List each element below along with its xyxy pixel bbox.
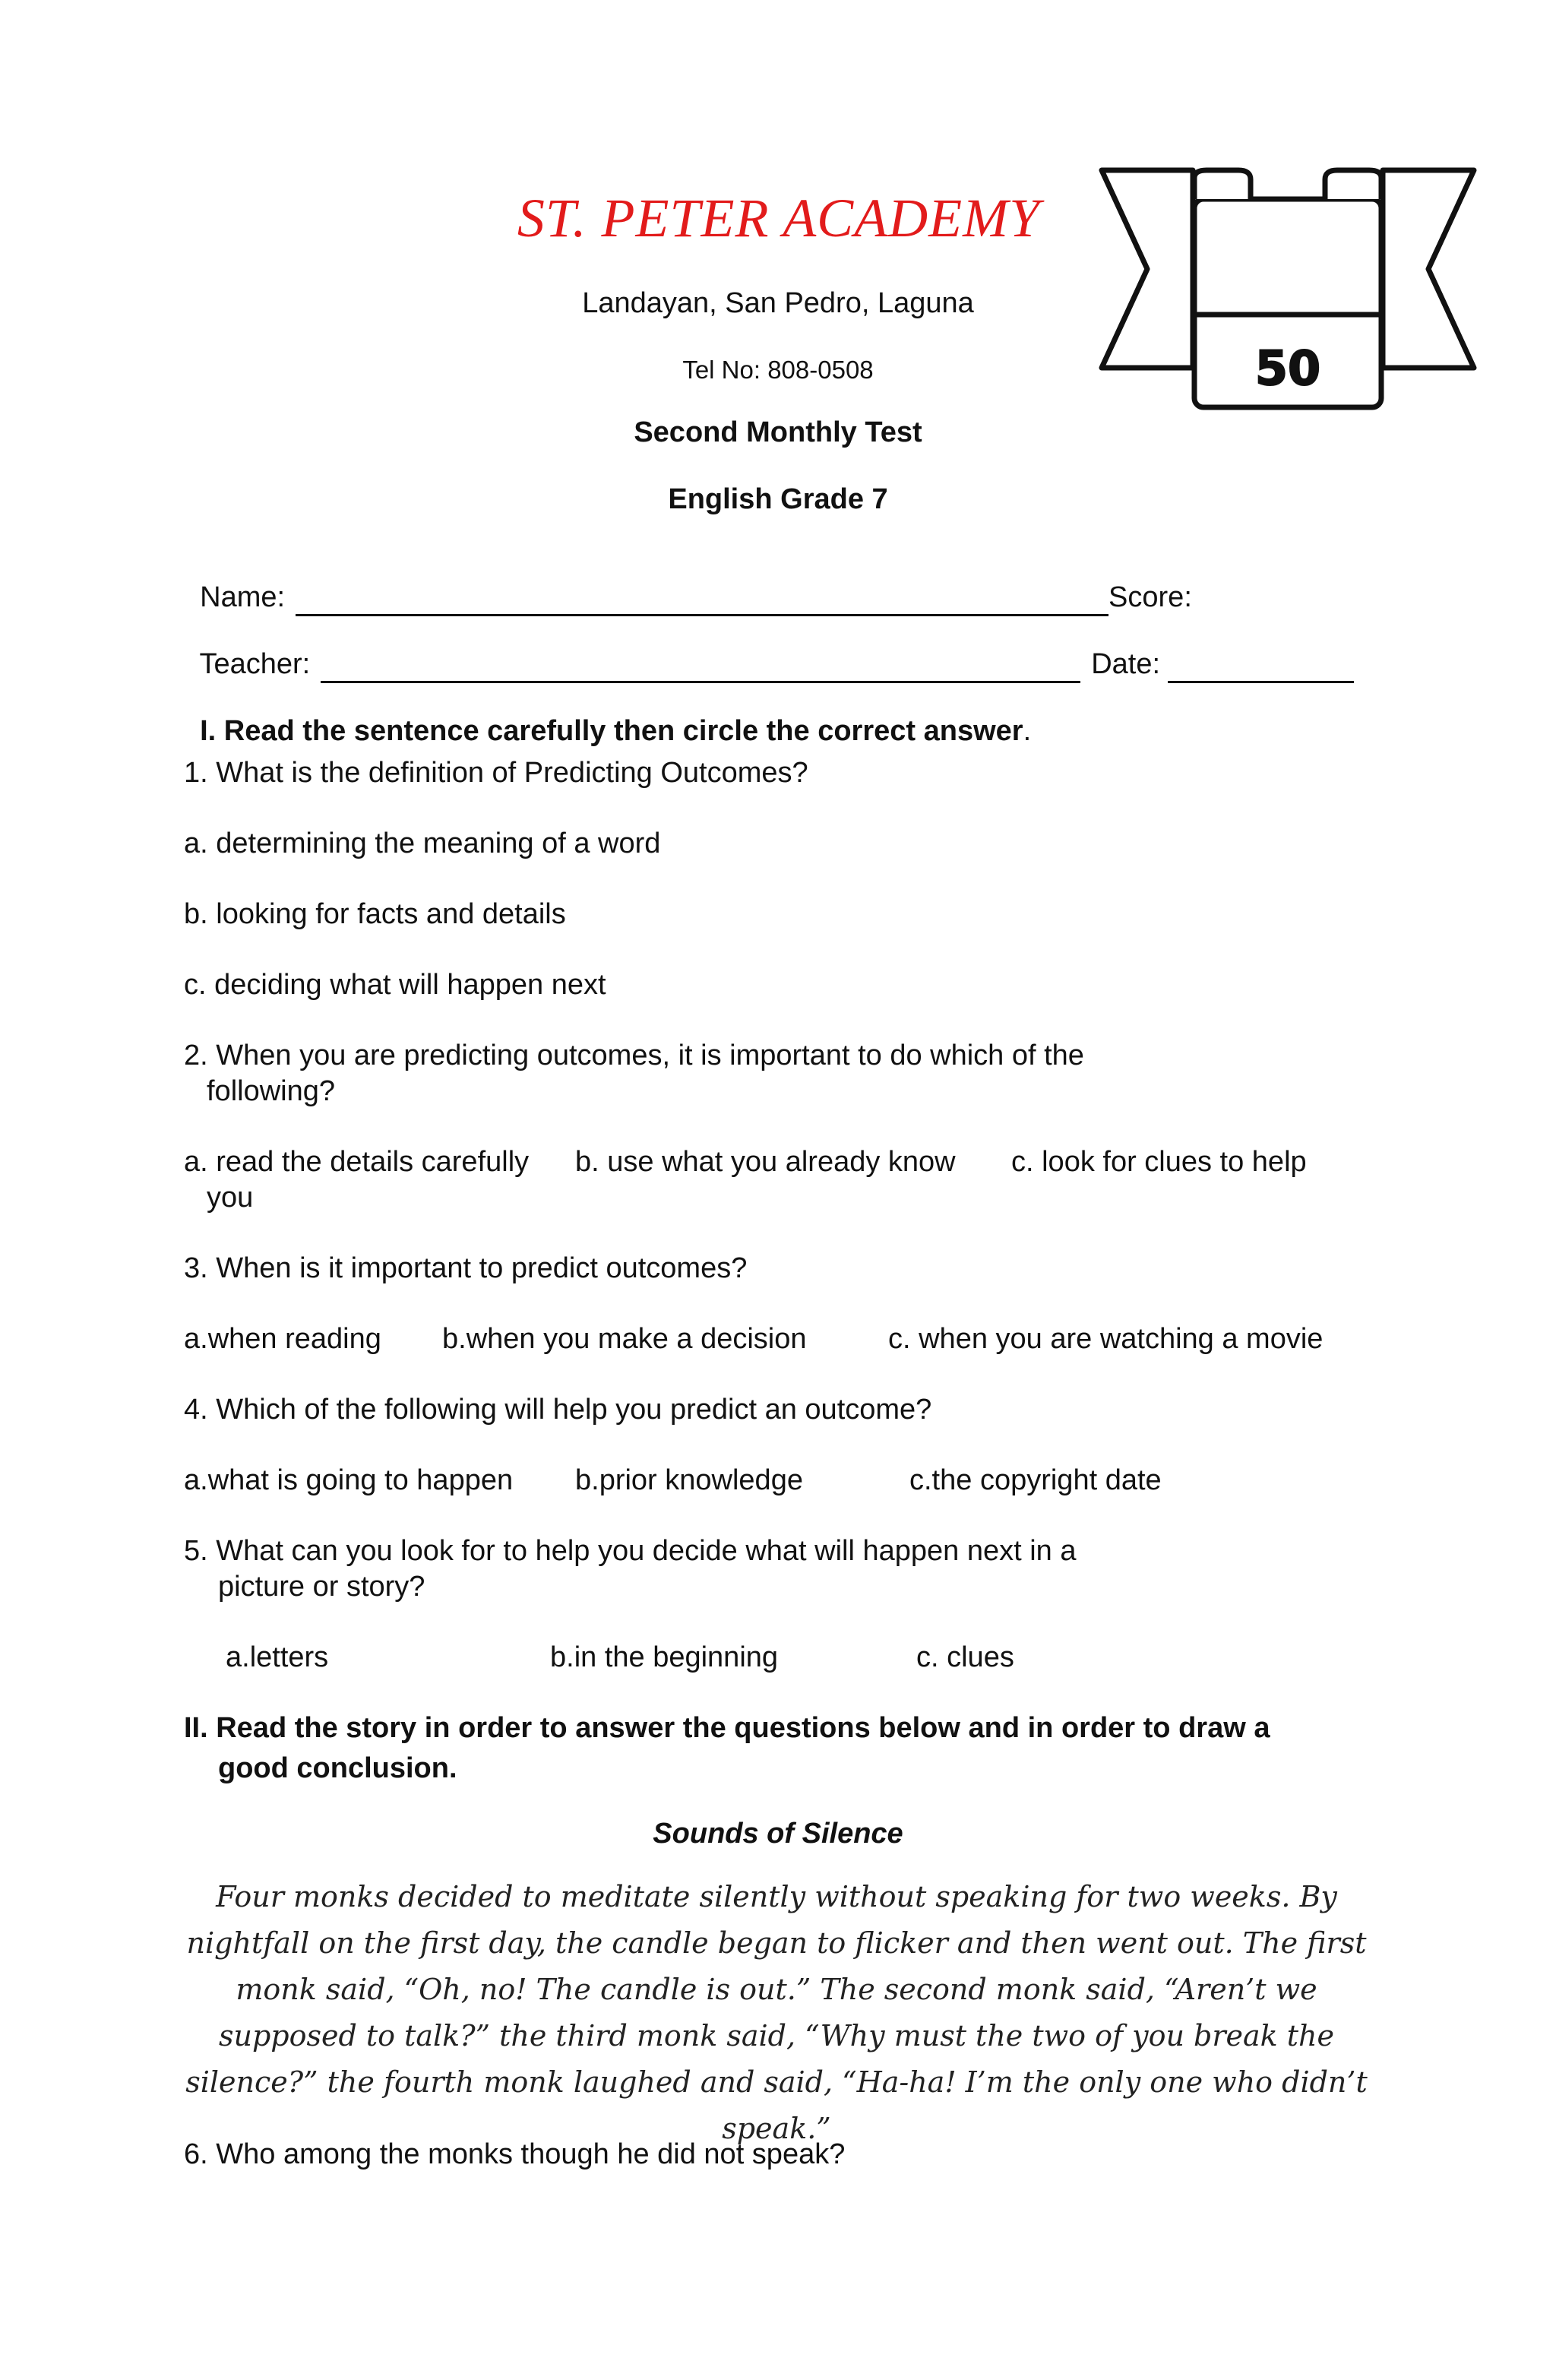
school-telephone: Tel No: 808-0508	[682, 356, 874, 384]
date-label: Date:	[1091, 648, 1161, 680]
test-title: Second Monthly Test	[634, 416, 922, 448]
question-3: 3. When is it important to predict outcomes?	[184, 1252, 748, 1284]
score-total: 50	[1254, 340, 1321, 396]
q1-option-a[interactable]: a. determining the meaning of a word	[184, 828, 661, 859]
q4-option-b[interactable]: b.prior knowledge	[575, 1464, 803, 1496]
q5-option-c[interactable]: c. clues	[916, 1641, 1014, 1673]
q2-option-b[interactable]: b. use what you already know	[575, 1146, 956, 1178]
part2-instruction-cont: good conclusion.	[218, 1752, 457, 1784]
banner-right-tail	[1383, 170, 1474, 368]
teacher-label: Teacher:	[199, 648, 311, 680]
name-label: Name:	[200, 581, 286, 613]
date-blank[interactable]	[1168, 648, 1354, 683]
question-2: 2. When you are predicting outcomes, it is important to do which of the	[184, 1040, 1084, 1071]
q1-option-b[interactable]: b. looking for facts and details	[184, 898, 566, 930]
question-4: 4. Which of the following will help you predict an outcome?	[184, 1394, 932, 1426]
school-name: ST. PETER ACADEMY	[517, 188, 1041, 248]
name-blank[interactable]	[296, 581, 1108, 616]
story-text: Four monks decided to meditate silently without speaking for two weeks. By nightfall on the first day, the candle began to flicker and then went out. The first monk said, “Oh, no! The candle is out.” The second monk said, “Aren’t we supposed to talk?” the third monk said, “Why must the two of you break the silence?” the fourth monk laughed and said, “Ha-ha! I’m the only one who didn’t speak.”	[185, 1880, 1368, 2145]
q1-option-c[interactable]: c. deciding what will happen next	[184, 969, 606, 1001]
score-label: Score:	[1108, 581, 1192, 613]
name-field[interactable]	[184, 549, 1192, 616]
q2-option-c[interactable]: c. look for clues to help	[1011, 1146, 1307, 1178]
q2-option-c-cont[interactable]: you	[207, 1182, 254, 1214]
question-5-cont: picture or story?	[218, 1571, 425, 1603]
question-6: 6. Who among the monks though he did not speak?	[184, 2138, 846, 2170]
part1-instruction: I. Read the sentence carefully then circle the correct answer.	[200, 715, 1032, 747]
subject-title: English Grade 7	[668, 483, 888, 515]
q3-option-b[interactable]: b.when you make a decision	[442, 1323, 807, 1355]
q3-option-c[interactable]: c. when you are watching a movie	[888, 1323, 1324, 1355]
q2-option-a[interactable]: a. read the details carefully	[184, 1146, 530, 1178]
q4-option-c[interactable]: c.the copyright date	[909, 1464, 1162, 1496]
banner-left-tail	[1102, 170, 1193, 368]
teacher-field[interactable]	[184, 616, 1354, 683]
q3-option-a[interactable]: a.when reading	[184, 1323, 381, 1355]
question-2-cont: following?	[207, 1075, 335, 1107]
q5-option-b[interactable]: b.in the beginning	[550, 1641, 779, 1673]
school-address: Landayan, San Pedro, Laguna	[582, 287, 974, 319]
story-title: Sounds of Silence	[653, 1818, 903, 1850]
question-1: 1. What is the definition of Predicting Outcomes?	[184, 757, 808, 789]
q5-option-a[interactable]: a.letters	[226, 1641, 329, 1673]
q4-option-a[interactable]: a.what is going to happen	[184, 1464, 514, 1496]
question-5: 5. What can you look for to help you decide what will happen next in a	[184, 1535, 1077, 1567]
teacher-blank[interactable]	[321, 648, 1080, 683]
part2-instruction: II. Read the story in order to answer the questions below and in order to draw a	[184, 1712, 1270, 1744]
